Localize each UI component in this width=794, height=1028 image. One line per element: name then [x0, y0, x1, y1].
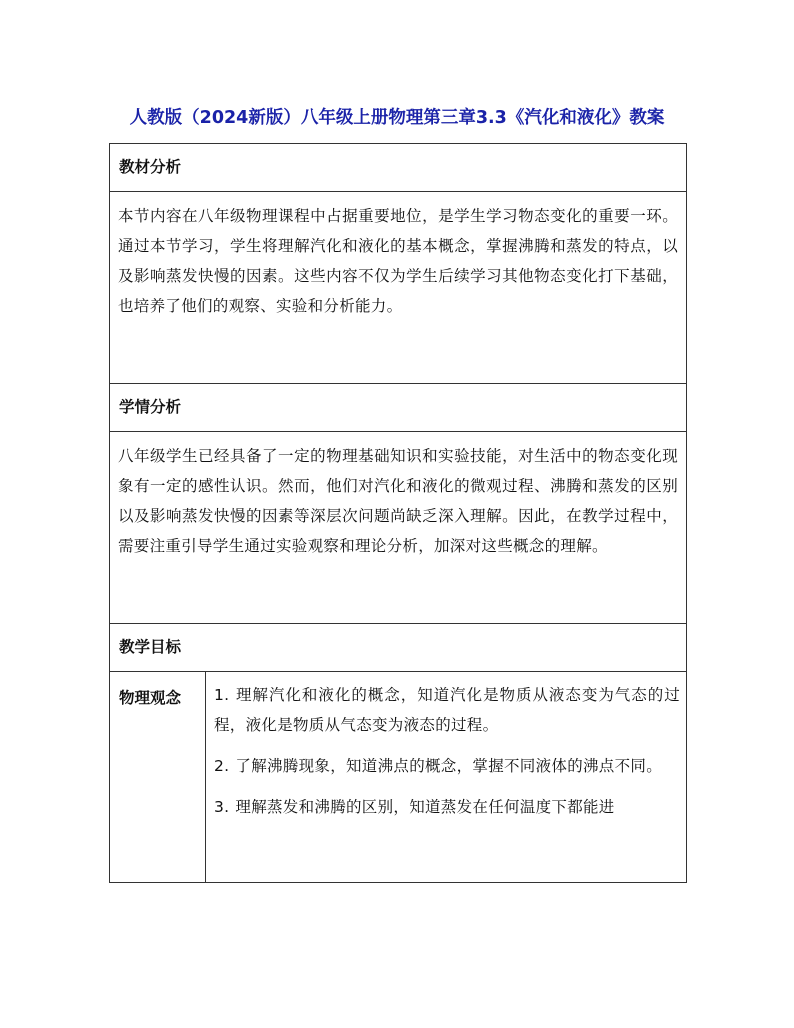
teaching-objectives-heading: 教学目标 [110, 624, 687, 672]
goal-item [214, 792, 680, 822]
document-title: 人教版（2024新版）八年级上册物理第三章3.3《汽化和液化》教案 [129, 108, 665, 128]
physics-concept-label: 物理观念 [110, 672, 206, 883]
goal-number: 2. [214, 757, 230, 775]
textbook-analysis-heading: 教材分析 [110, 144, 687, 192]
physics-concept-goals [206, 672, 687, 883]
goal-item [214, 680, 680, 740]
goal-number: 1. [214, 686, 230, 704]
student-analysis-text: 八年级学生已经具备了一定的物理基础知识和实验技能，对生活中的物态变化现象有一定的感性认识。然而，他们对汽化和液化的微观过程、沸腾和蒸发的区别以及影响蒸发快慢的因素等深层次问题尚缺乏深入理解。因此，在教学过程中，需要注重引导学生通过实验观察和理论分析，加深对这些概念的理解。 [110, 432, 687, 624]
goal-item [214, 751, 680, 781]
textbook-analysis-text: 本节内容在八年级物理课程中占据重要地位，是学生学习物态变化的重要一环。通过本节学习，学生将理解汽化和液化的基本概念，掌握沸腾和蒸发的特点，以及影响蒸发快慢的因素。这些内容不仅为学生后续学习其他物态变化打下基础，也培养了他们的观察、实验和分析能力。 [110, 192, 687, 384]
goal-text: 了解沸腾现象，知道沸点的概念，掌握不同液体的沸点不同。 [235, 757, 662, 775]
lesson-plan-table [109, 143, 687, 883]
goal-number: 3. [214, 798, 230, 816]
goal-text: 理解蒸发和沸腾的区别，知道蒸发在任何温度下都能进 [235, 798, 615, 816]
goal-text: 理解汽化和液化的概念，知道汽化是物质从液态变为气态的过程，液化是物质从气态变为液态的过程。 [214, 686, 681, 734]
student-analysis-heading: 学情分析 [110, 384, 687, 432]
